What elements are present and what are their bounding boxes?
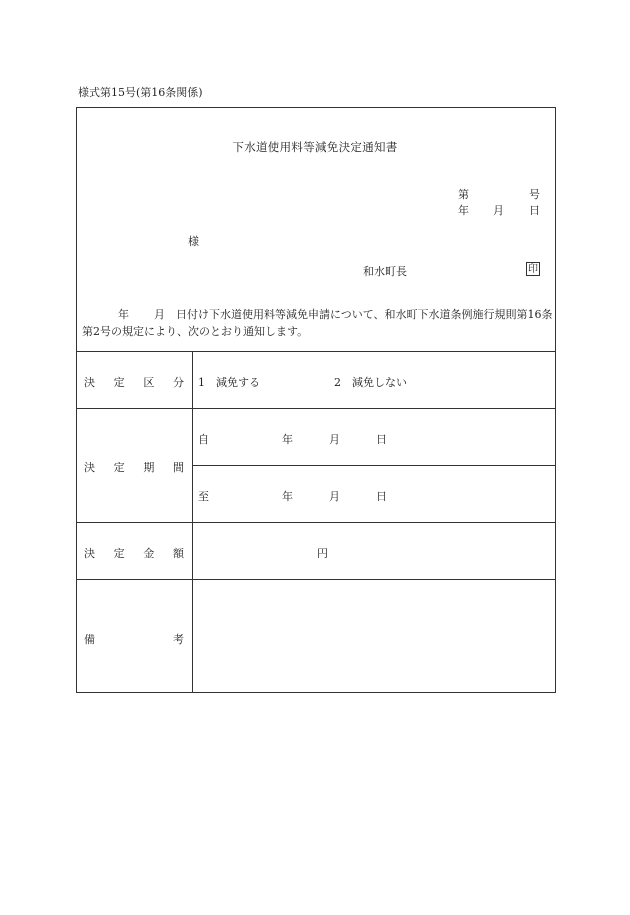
- period-from-prefix: 自: [198, 433, 209, 446]
- rule-period-middle: [192, 465, 556, 466]
- rule-header-bottom: [76, 351, 556, 352]
- option-no-reduce: 2 減免しない: [334, 376, 407, 389]
- period-from-day: 日: [376, 433, 387, 446]
- option-reduce: 1 減免する: [198, 376, 260, 389]
- label-char: 決: [84, 461, 95, 474]
- label-decision-amount: [84, 545, 184, 561]
- number-prefix: 第: [458, 188, 469, 201]
- label-decision-period: [84, 459, 184, 475]
- label-char: 定: [113, 461, 125, 474]
- label-char: 期: [143, 461, 155, 474]
- seal-stamp: 印: [528, 264, 538, 275]
- label-char: 備: [84, 633, 95, 646]
- body-text: [82, 306, 554, 340]
- rule-type-bottom: [76, 408, 556, 409]
- label-char: 額: [172, 547, 184, 560]
- number-suffix: 号: [529, 188, 540, 201]
- period-to-prefix: 至: [198, 490, 209, 503]
- label-char: 考: [173, 633, 184, 646]
- period-from-month: 月: [329, 433, 340, 446]
- label-remarks: [84, 631, 184, 647]
- period-from-year: 年: [282, 433, 293, 446]
- period-to-year: 年: [282, 490, 293, 503]
- label-char: 金: [143, 547, 155, 560]
- date-day: 日: [529, 204, 540, 217]
- period-to-month: 月: [329, 490, 340, 503]
- label-char: 決: [84, 376, 95, 389]
- label-char: 分: [172, 376, 184, 389]
- body-month: 月: [154, 308, 165, 321]
- form-frame: [76, 107, 556, 693]
- date-month: 月: [493, 204, 504, 217]
- label-decision-type: [84, 374, 184, 390]
- period-to-day: 日: [376, 490, 387, 503]
- body-year: 年: [118, 308, 129, 321]
- rule-period-bottom: [76, 522, 556, 523]
- label-char: 決: [84, 547, 95, 560]
- issuer-name: 和水町長: [363, 265, 407, 278]
- form-caption: 様式第15号(第16条関係): [78, 86, 203, 99]
- amount-unit: 円: [317, 547, 328, 560]
- label-char: 定: [113, 376, 125, 389]
- rule-amount-bottom: [76, 579, 556, 580]
- document-title: 下水道使用料等減免決定通知書: [232, 140, 398, 154]
- label-char: 定: [113, 547, 125, 560]
- body-text-content: 日付け下水道使用料等減免申請について、和水町下水道条例施行規則第16条第2号の規定により、次のとおり通知します。: [82, 308, 553, 338]
- date-year: 年: [458, 204, 469, 217]
- addressee-suffix: 様: [188, 235, 199, 248]
- rule-label-column: [192, 351, 193, 693]
- label-char: 間: [172, 461, 184, 474]
- label-char: 区: [143, 376, 155, 389]
